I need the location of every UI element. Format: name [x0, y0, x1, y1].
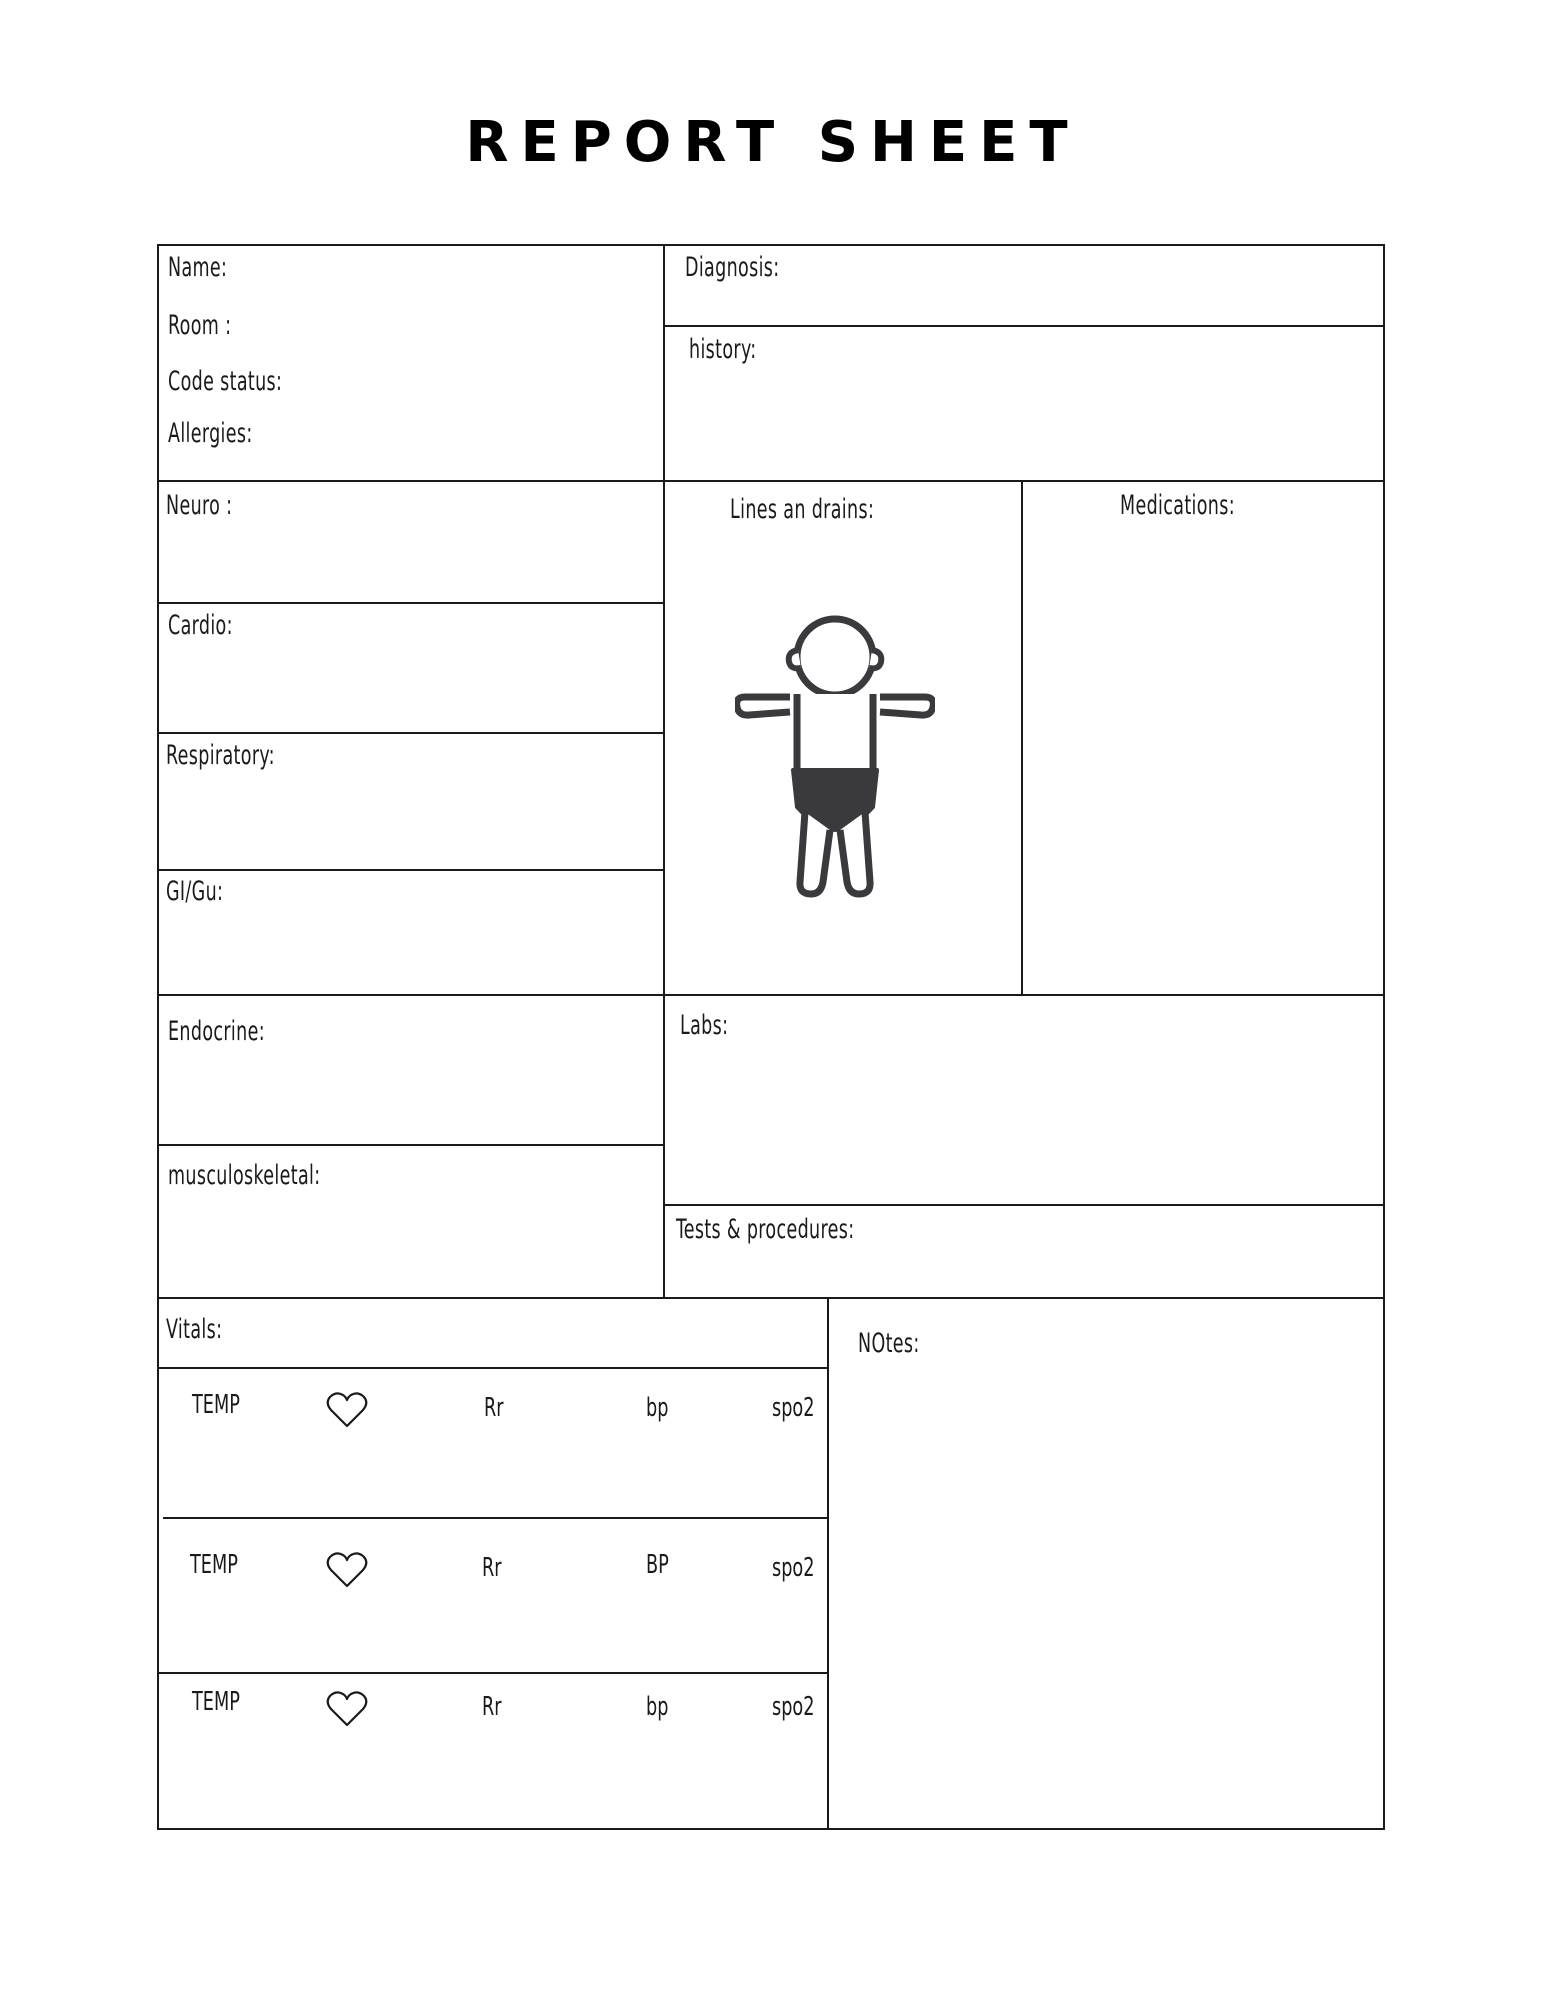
- vitals-label: Vitals:: [166, 1314, 223, 1345]
- vitals-row-2-temp: TEMP: [190, 1550, 238, 1580]
- baby-figure-icon: [735, 612, 935, 902]
- vitals-row-2-spo2: spo2: [772, 1553, 815, 1583]
- respiratory-label: Respiratory:: [166, 740, 275, 771]
- medications-box: [1021, 480, 1385, 996]
- vitals-row-1-spo2: spo2: [772, 1393, 815, 1423]
- diagnosis-label: Diagnosis:: [685, 252, 780, 283]
- history-box: [663, 325, 1385, 482]
- neuro-box: [157, 480, 665, 604]
- endocrine-label: Endocrine:: [168, 1016, 265, 1047]
- vitals-row-3-bp: bp: [646, 1692, 669, 1722]
- heart-icon: [326, 1551, 368, 1589]
- lines-drains-label: Lines an drains:: [730, 494, 875, 525]
- allergies-label: Allergies:: [168, 418, 253, 449]
- tests-procedures-label: Tests & procedures:: [676, 1214, 855, 1245]
- vitals-row-2-rr: Rr: [482, 1553, 502, 1583]
- cardio-label: Cardio:: [168, 610, 233, 641]
- heart-icon: [326, 1690, 368, 1728]
- neuro-label: Neuro :: [166, 490, 233, 521]
- medications-label: Medications:: [1120, 490, 1235, 521]
- gi-gu-label: GI/Gu:: [166, 876, 224, 907]
- labs-box: [663, 994, 1385, 1206]
- vitals-row-divider-2: [157, 1672, 829, 1674]
- vitals-row-3-rr: Rr: [482, 1692, 502, 1722]
- code-status-label: Code status:: [168, 366, 283, 397]
- vitals-row-1-temp: TEMP: [192, 1390, 240, 1420]
- history-label: history:: [689, 334, 757, 365]
- gi-gu-box: [157, 869, 665, 996]
- vitals-row-3-spo2: spo2: [772, 1692, 815, 1722]
- musculoskeletal-label: musculoskeletal:: [168, 1160, 321, 1191]
- room-label: Room :: [168, 310, 232, 341]
- labs-label: Labs:: [680, 1010, 729, 1041]
- heart-icon: [326, 1391, 368, 1429]
- vitals-header-divider: [157, 1367, 829, 1369]
- page-title: REPORT SHEET: [465, 110, 1080, 175]
- name-label: Name:: [168, 252, 228, 283]
- vitals-row-3-temp: TEMP: [192, 1687, 240, 1717]
- notes-label: NOtes:: [858, 1328, 920, 1359]
- vitals-row-1-bp: bp: [646, 1393, 669, 1423]
- vitals-row-divider-1: [163, 1517, 829, 1519]
- vitals-row-1-rr: Rr: [484, 1393, 504, 1423]
- cardio-box: [157, 602, 665, 734]
- vitals-row-2-bp: BP: [646, 1550, 669, 1580]
- notes-box: [827, 1297, 1385, 1830]
